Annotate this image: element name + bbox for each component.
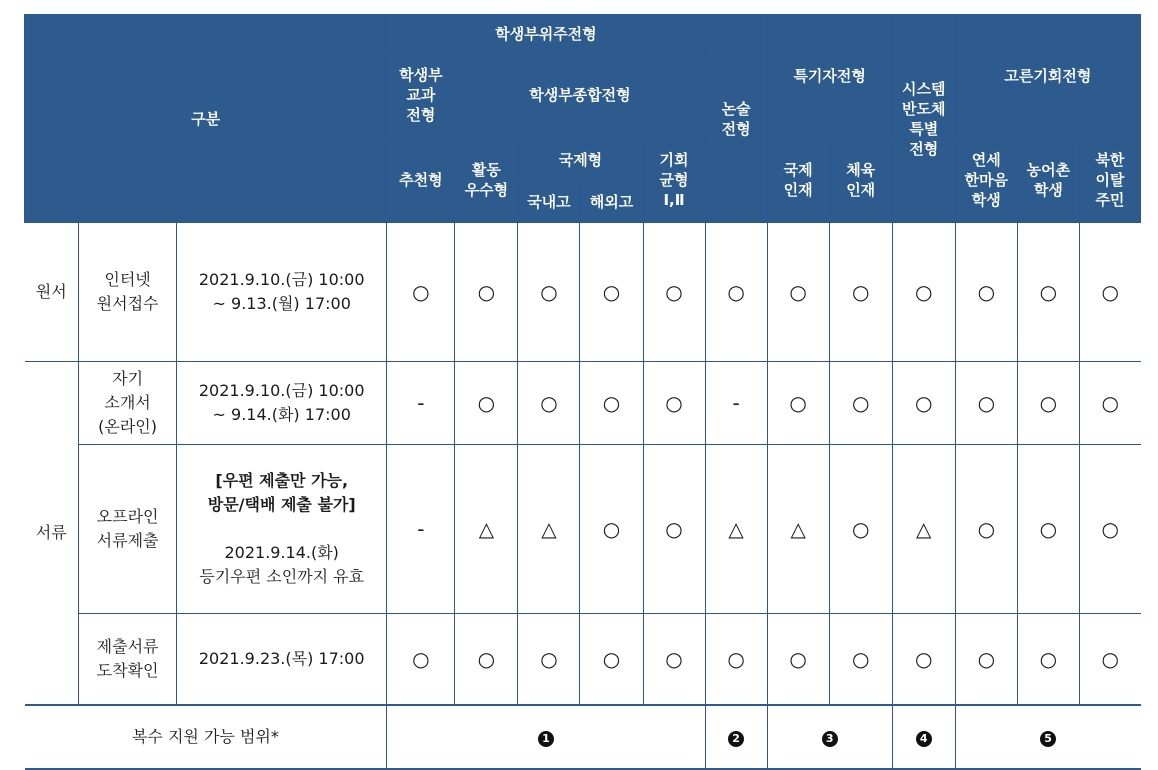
range-cell [892, 705, 955, 769]
multiple-application-row [25, 705, 1141, 769]
footer-label: 복수 지원 가능 범위* [25, 705, 387, 769]
row-date: 2021.9.14.(화) 등기우편 소인까지 유효 [199, 542, 365, 586]
mark-cell: ○ [829, 361, 892, 444]
header-international: 국제형 [518, 137, 643, 182]
mark-cell: ○ [643, 222, 705, 361]
mark-cell: ○ [643, 613, 705, 705]
table-row [25, 361, 1141, 444]
header-yonsei-heart: 연세 한마음 학생 [955, 137, 1017, 222]
range-marker: 2 [728, 731, 744, 747]
mark-cell: ○ [1017, 361, 1079, 444]
mark-cell: ○ [829, 222, 892, 361]
mark-cell: ○ [767, 613, 829, 705]
range-cell [387, 705, 705, 769]
row-date-cell [177, 444, 387, 613]
range-cell [705, 705, 767, 769]
mark-cell: ○ [955, 361, 1017, 444]
mark-cell: ○ [455, 222, 518, 361]
mark-cell: ○ [955, 613, 1017, 705]
header-school-comprehensive: 학생부종합전형 [455, 53, 705, 137]
mark-cell: △ [518, 444, 580, 613]
header-essay: 논술 전형 [705, 15, 767, 222]
range-cell [955, 705, 1140, 769]
row-date: 2021.9.23.(목) 17:00 [177, 613, 387, 705]
mark-cell: ○ [580, 613, 643, 705]
range-marker: 1 [538, 731, 554, 747]
header-semiconductor: 시스템 반도체 특별 전형 [892, 15, 955, 222]
range-marker: 5 [1040, 731, 1056, 747]
header-school-subject: 학생부 교과 전형 [387, 53, 455, 137]
mark-cell: ○ [643, 361, 705, 444]
row-item: 자기 소개서 (온라인) [79, 361, 177, 444]
row-group: 서류 [25, 361, 79, 705]
mark-cell: ○ [705, 613, 767, 705]
mark-cell: - [387, 361, 455, 444]
mark-cell: ○ [829, 613, 892, 705]
mark-cell: ○ [829, 444, 892, 613]
mark-cell: - [387, 444, 455, 613]
header-gubun: 구분 [25, 15, 387, 222]
row-date-note: [우편 제출만 가능, 방문/택배 제출 불가] [207, 470, 356, 514]
mark-cell: ○ [1017, 613, 1079, 705]
mark-cell: ○ [955, 222, 1017, 361]
mark-cell: ○ [387, 613, 455, 705]
mark-cell: ○ [1017, 222, 1079, 361]
range-cell [767, 705, 892, 769]
mark-cell: ○ [767, 361, 829, 444]
mark-cell: ○ [767, 222, 829, 361]
mark-cell: ○ [1079, 361, 1140, 444]
mark-cell: ○ [580, 361, 643, 444]
row-date: 2021.9.10.(금) 10:00 ~ 9.13.(월) 17:00 [177, 222, 387, 361]
header-opportunity: 기회 균형 Ⅰ,Ⅱ [643, 137, 705, 222]
mark-cell: ○ [643, 444, 705, 613]
header-rural: 농어촌 학생 [1017, 137, 1079, 222]
mark-cell: ○ [955, 444, 1017, 613]
header-special-talent: 특기자전형 [767, 15, 892, 137]
header-sports-talent: 체육 인재 [829, 137, 892, 222]
mark-cell: ○ [518, 222, 580, 361]
mark-cell: ○ [1079, 222, 1140, 361]
mark-cell: - [705, 361, 767, 444]
mark-cell: ○ [455, 361, 518, 444]
mark-cell: ○ [387, 222, 455, 361]
mark-cell: ○ [892, 361, 955, 444]
mark-cell: △ [892, 444, 955, 613]
table-row [25, 444, 1141, 613]
header-overseas: 해외고 [580, 182, 643, 222]
header-domestic: 국내고 [518, 182, 580, 222]
mark-cell: ○ [1017, 444, 1079, 613]
mark-cell: ○ [580, 222, 643, 361]
range-marker: 3 [822, 731, 838, 747]
header-north-korea: 북한 이탈 주민 [1079, 137, 1140, 222]
header-activity: 활동 우수형 [455, 137, 518, 222]
header-school-record: 학생부위주전형 [387, 15, 705, 53]
header-intl-talent: 국제 인재 [767, 137, 829, 222]
mark-cell: ○ [1079, 444, 1140, 613]
mark-cell: ○ [518, 361, 580, 444]
mark-cell: △ [705, 444, 767, 613]
range-marker: 4 [916, 731, 932, 747]
row-item: 인터넷 원서접수 [79, 222, 177, 361]
row-item: 오프라인 서류제출 [79, 444, 177, 613]
table-row [25, 613, 1141, 705]
mark-cell: △ [455, 444, 518, 613]
mark-cell: ○ [892, 222, 955, 361]
header-recommend: 추천형 [387, 137, 455, 222]
table-row [25, 222, 1141, 361]
row-group: 원서 [25, 222, 79, 361]
header-equal-opportunity: 고른기회전형 [955, 15, 1140, 137]
mark-cell: ○ [455, 613, 518, 705]
admission-schedule-table [24, 14, 1141, 770]
mark-cell: ○ [580, 444, 643, 613]
mark-cell: ○ [892, 613, 955, 705]
row-item: 제출서류 도착확인 [79, 613, 177, 705]
mark-cell: ○ [1079, 613, 1140, 705]
mark-cell: ○ [705, 222, 767, 361]
mark-cell: ○ [518, 613, 580, 705]
row-date: 2021.9.10.(금) 10:00 ~ 9.14.(화) 17:00 [177, 361, 387, 444]
mark-cell: △ [767, 444, 829, 613]
